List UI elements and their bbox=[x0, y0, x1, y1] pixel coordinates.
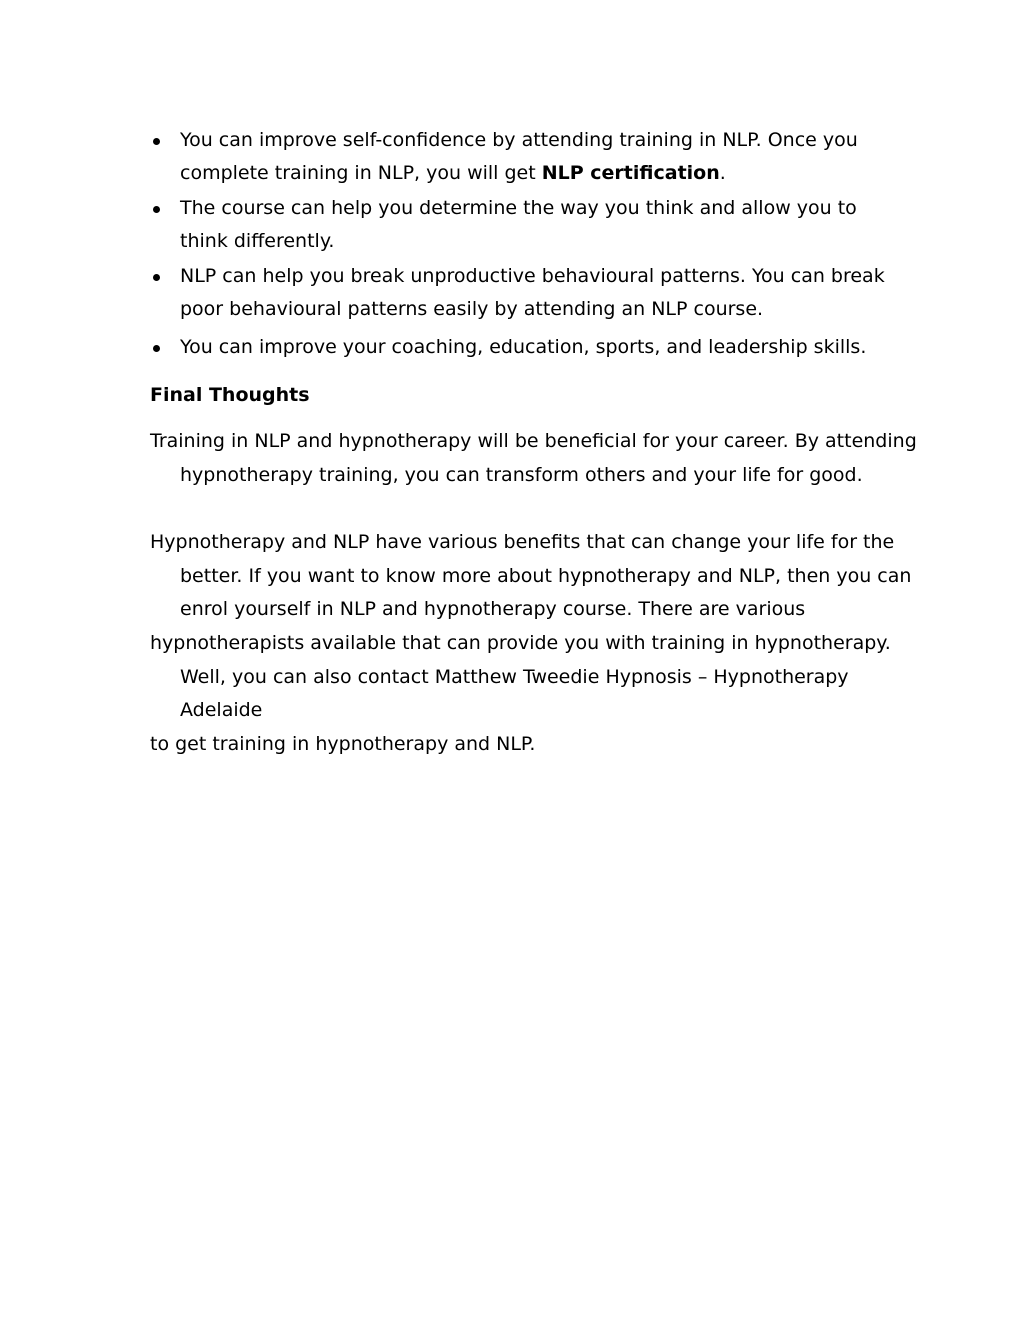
list-item-text: You can improve your coaching, education, sports, and leadership skills. bbox=[180, 336, 867, 358]
benefits-list bbox=[150, 124, 895, 366]
list-item-bold-text: NLP certification bbox=[541, 162, 720, 184]
paragraph: to get training in hypnotherapy and NLP. bbox=[150, 733, 536, 755]
list-item bbox=[150, 331, 895, 364]
list-item-text: The course can help you determine the way you think and allow you to think differently. bbox=[180, 197, 857, 252]
list-item bbox=[150, 192, 895, 258]
bullet-icon bbox=[153, 274, 160, 281]
list-item-trailing-text: . bbox=[719, 162, 726, 184]
paragraph: Training in NLP and hypnotherapy will be beneficial for your career. By attending hypnotherapy training, you can transform others and your life for good. bbox=[150, 430, 917, 486]
section-heading: Final Thoughts bbox=[150, 384, 310, 406]
list-item bbox=[150, 124, 895, 190]
bullet-icon bbox=[153, 206, 160, 213]
list-item-text: NLP can help you break unproductive behavioural patterns. You can break poor behavioural patterns easily by attending an NLP course. bbox=[180, 265, 885, 320]
list-item-text: You can improve self-confidence by attending training in NLP. Once you complete training in NLP, you will get bbox=[180, 129, 858, 184]
paragraph: hypnotherapists available that can provide you with training in hypnotherapy. Well, you can also contact Matthew Tweedie Hypnosis – Hypnotherapy Adelaide bbox=[150, 632, 891, 721]
bullet-icon bbox=[153, 345, 160, 352]
bullet-icon bbox=[153, 138, 160, 145]
paragraph: Hypnotherapy and NLP have various benefits that can change your life for the better. If you want to know more about hypnotherapy and NLP, then you can enrol yourself in NLP and hypnotherapy course. There are various bbox=[150, 531, 912, 620]
list-item bbox=[150, 260, 895, 326]
